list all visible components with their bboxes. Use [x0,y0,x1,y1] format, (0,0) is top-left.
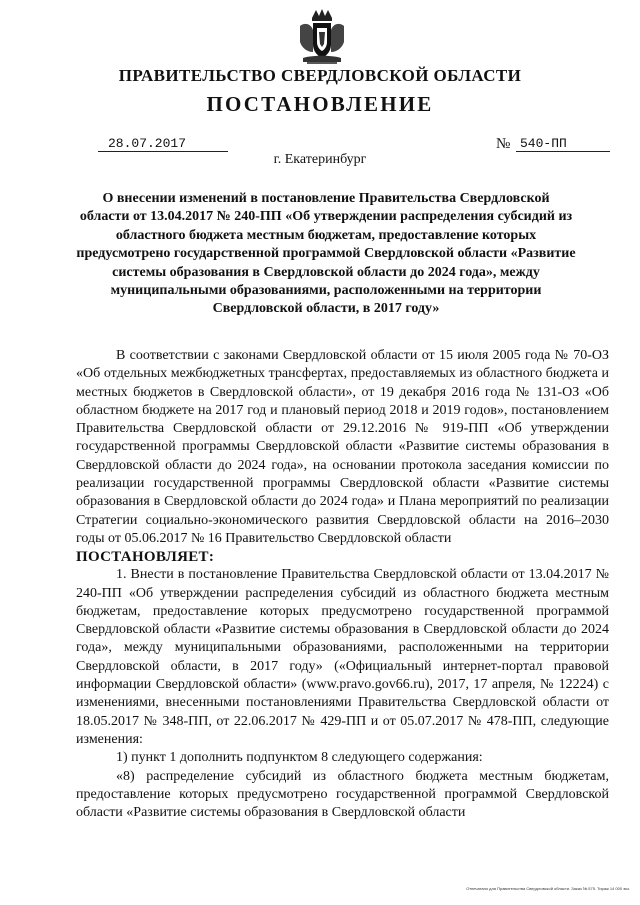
decree-heading: ПОСТАНОВЛЯЕТ: [76,549,215,566]
subitem-1-paragraph: 1) пункт 1 дополнить подпунктом 8 следующего содержания: [116,750,483,766]
document-type-title: ПОСТАНОВЛЕНИЕ [206,92,434,116]
document-body [76,347,609,822]
number-sign: № [496,136,511,152]
city: г. Екатеринбург [273,152,367,167]
preamble-paragraph: В соответствии с законами Свердловской области от 15 июля 2005 года № 70-ОЗ «Об отдельных межбюджетных трансфертах, предоставляемых из областного бюджета и местных бюджетов в Свердловской области», от 19 декабря 2016 года № 131-ОЗ «Об областном бюджете на 2017 год и плановый период 2018 и 2019 годов», постановлением Правительства Свердловской области от 29.12.2016 № 919-ПП «Об утверждении государственной программы Свердловской области «Развитие системы образования в Свердловской области до 2024 года», на основании протокола заседания комиссии по реализации государственной программы Свердловской области «Развитие системы образования в Свердловской области до 2024 года» и Плана мероприятий по реализации Стратегии социально-экономического развития Свердловской области на 2016–2030 годы от 05.06.2017 № 16 Правительство Свердловской области [76,348,609,546]
document-date: 28.07.2017 [98,136,228,152]
government-title: ПРАВИТЕЛЬСТВО СВЕРДЛОВСКОЙ ОБЛАСТИ [118,66,522,85]
quoted-subitem-paragraph: «8) распределение субсидий из областного бюджета местным бюджетам, предоставление которых предусмотрено государственной программой Свердловской области «Развитие системы образования в Свердловской области [76,768,609,821]
print-note: Отпечатано для Правительства Свердловской области. Заказ № 575. Тираж 14 000 экз. [466,886,630,891]
item-1-paragraph: 1. Внести в постановление Правительства Свердловской области от 13.04.2017 № 240-ПП «Об утверждении распределения субсидий из областного бюджета местным бюджетам, предоставление которых предусмотрено государственной программой Свердловской области «Развитие системы образования в Свердловской области до 2024 года», между муниципальными образованиями, расположенными на территории Свердловской области, в 2017 году» («Официальный интернет-портал правовой информации Свердловской области» (www.pravo.gov66.ru), 2017, 17 апреля, № 12224) с изменениями, внесенными постановлениями Правительства Свердловской области от 18.05.2017 № 348-ПП, от 22.06.2017 № 429-ПП и от 05.07.2017 № 478-ПП, следующие изменения: [76,567,609,747]
coat-of-arms-icon [297,8,347,66]
document-number: 540-ПП [516,136,610,152]
document-subject: О внесении изменений в постановление Правительства Свердловской области от 13.04.2017 № 240-ПП «Об утверждении распределения субсидий из областного бюджета местным бюджетам, предоставление которых предусмотрено государственной программой Свердловской области «Развитие системы образования в Свердловской области до 2024 года», между муниципальными образованиями, расположенными на территории Свердловской области, в 2017 году» [76,191,576,317]
